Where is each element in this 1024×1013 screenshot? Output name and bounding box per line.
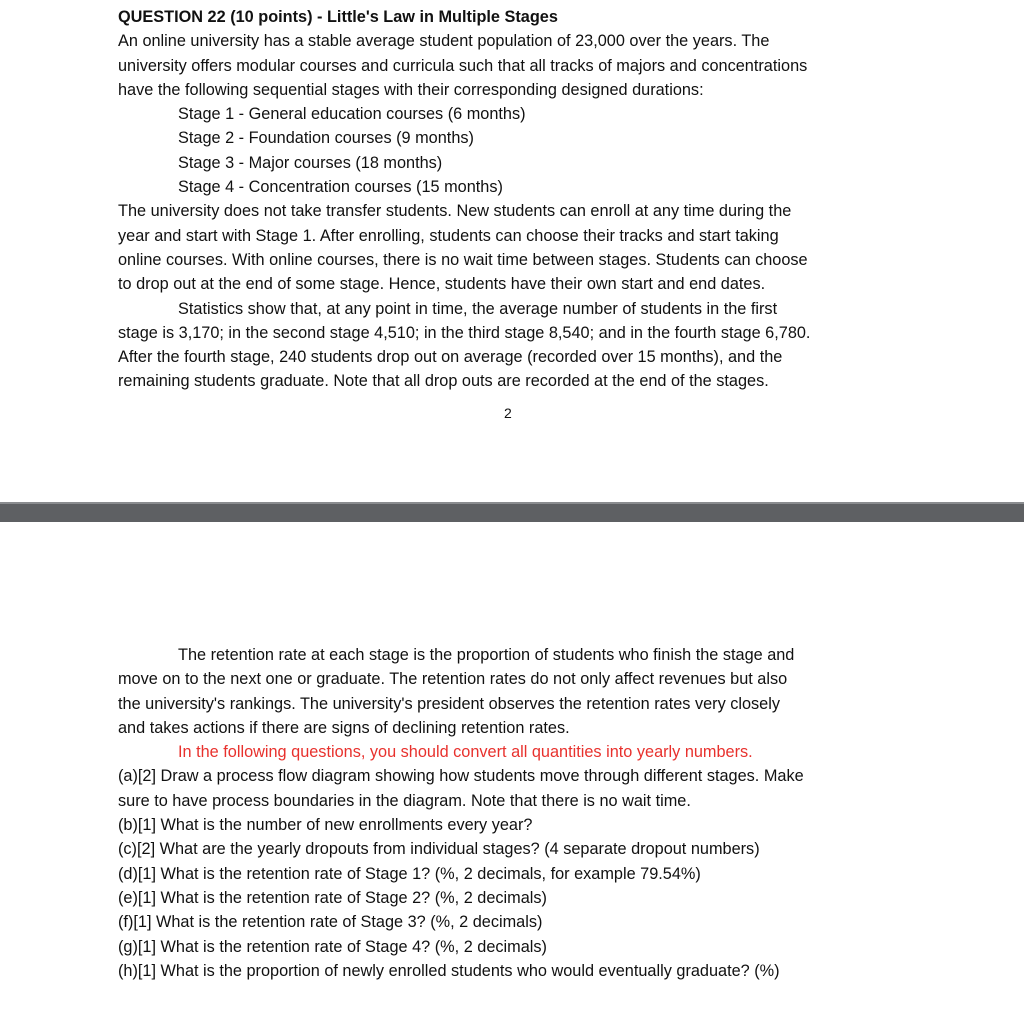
paragraph-line: stage is 3,170; in the second stage 4,510; in the third stage 8,540; and in the fourth stage 6,780. [118, 323, 811, 342]
paragraph-line: move on to the next one or graduate. The retention rates do not only affect revenues but also [118, 670, 788, 689]
paragraph-line: and takes actions if there are signs of declining retention rates. [118, 718, 570, 737]
stage-item-4: Stage 4 - Concentration courses (15 months) [178, 178, 503, 197]
document-page-1 [0, 0, 1024, 502]
question-e: (e)[1] What is the retention rate of Stage 2? (%, 2 decimals) [118, 888, 547, 907]
stage-item-3: Stage 3 - Major courses (18 months) [178, 153, 443, 172]
question-d: (d)[1] What is the retention rate of Stage 1? (%, 2 decimals, for example 79.54%) [118, 864, 701, 883]
question-title: QUESTION 22 (10 points) - Little's Law in Multiple Stages [118, 8, 558, 26]
question-b: (b)[1] What is the number of new enrollments every year? [118, 816, 533, 835]
page-1-content [118, 5, 918, 394]
question-f: (f)[1] What is the retention rate of Stage 3? (%, 2 decimals) [118, 913, 543, 932]
paragraph-line: online courses. With online courses, there is no wait time between stages. Students can choose [118, 250, 808, 269]
question-a: (a)[2] Draw a process flow diagram showing how students move through different stages. Make [118, 767, 804, 786]
paragraph-line: remaining students graduate. Note that all drop outs are recorded at the end of the stages. [118, 372, 769, 391]
stage-item-2: Stage 2 - Foundation courses (9 months) [178, 129, 474, 148]
question-h: (h)[1] What is the proportion of newly enrolled students who would eventually graduate? (%) [118, 961, 780, 980]
question-c: (c)[2] What are the yearly dropouts from individual stages? (4 separate dropout numbers) [118, 840, 760, 859]
page-divider [0, 502, 1024, 522]
paragraph-line: the university's rankings. The university's president observes the retention rates very closely [118, 694, 780, 713]
question-g: (g)[1] What is the retention rate of Stage 4? (%, 2 decimals) [118, 937, 547, 956]
intro-line: An online university has a stable average student population of 23,000 over the years. The [118, 32, 770, 51]
paragraph-line: to drop out at the end of some stage. Hence, students have their own start and end dates. [118, 275, 766, 294]
stage-item-1: Stage 1 - General education courses (6 months) [178, 105, 526, 124]
paragraph-line: Statistics show that, at any point in time, the average number of students in the first [178, 299, 778, 318]
paragraph-line: After the fourth stage, 240 students drop out on average (recorded over 15 months), and the [118, 348, 783, 367]
page-2-content [118, 643, 918, 983]
paragraph-line: The university does not take transfer students. New students can enroll at any time during the [118, 202, 792, 221]
question-a-continued: sure to have process boundaries in the diagram. Note that there is no wait time. [118, 791, 691, 810]
paragraph-line: The retention rate at each stage is the proportion of students who finish the stage and [178, 646, 795, 664]
instruction-note: In the following questions, you should convert all quantities into yearly numbers. [178, 743, 753, 762]
page-number: 2 [504, 405, 512, 421]
intro-line: university offers modular courses and curricula such that all tracks of majors and concentrations [118, 56, 808, 75]
paragraph-line: year and start with Stage 1. After enrolling, students can choose their tracks and start taking [118, 226, 779, 245]
intro-line: have the following sequential stages with their corresponding designed durations: [118, 80, 704, 99]
document-page-2 [0, 522, 1024, 1013]
